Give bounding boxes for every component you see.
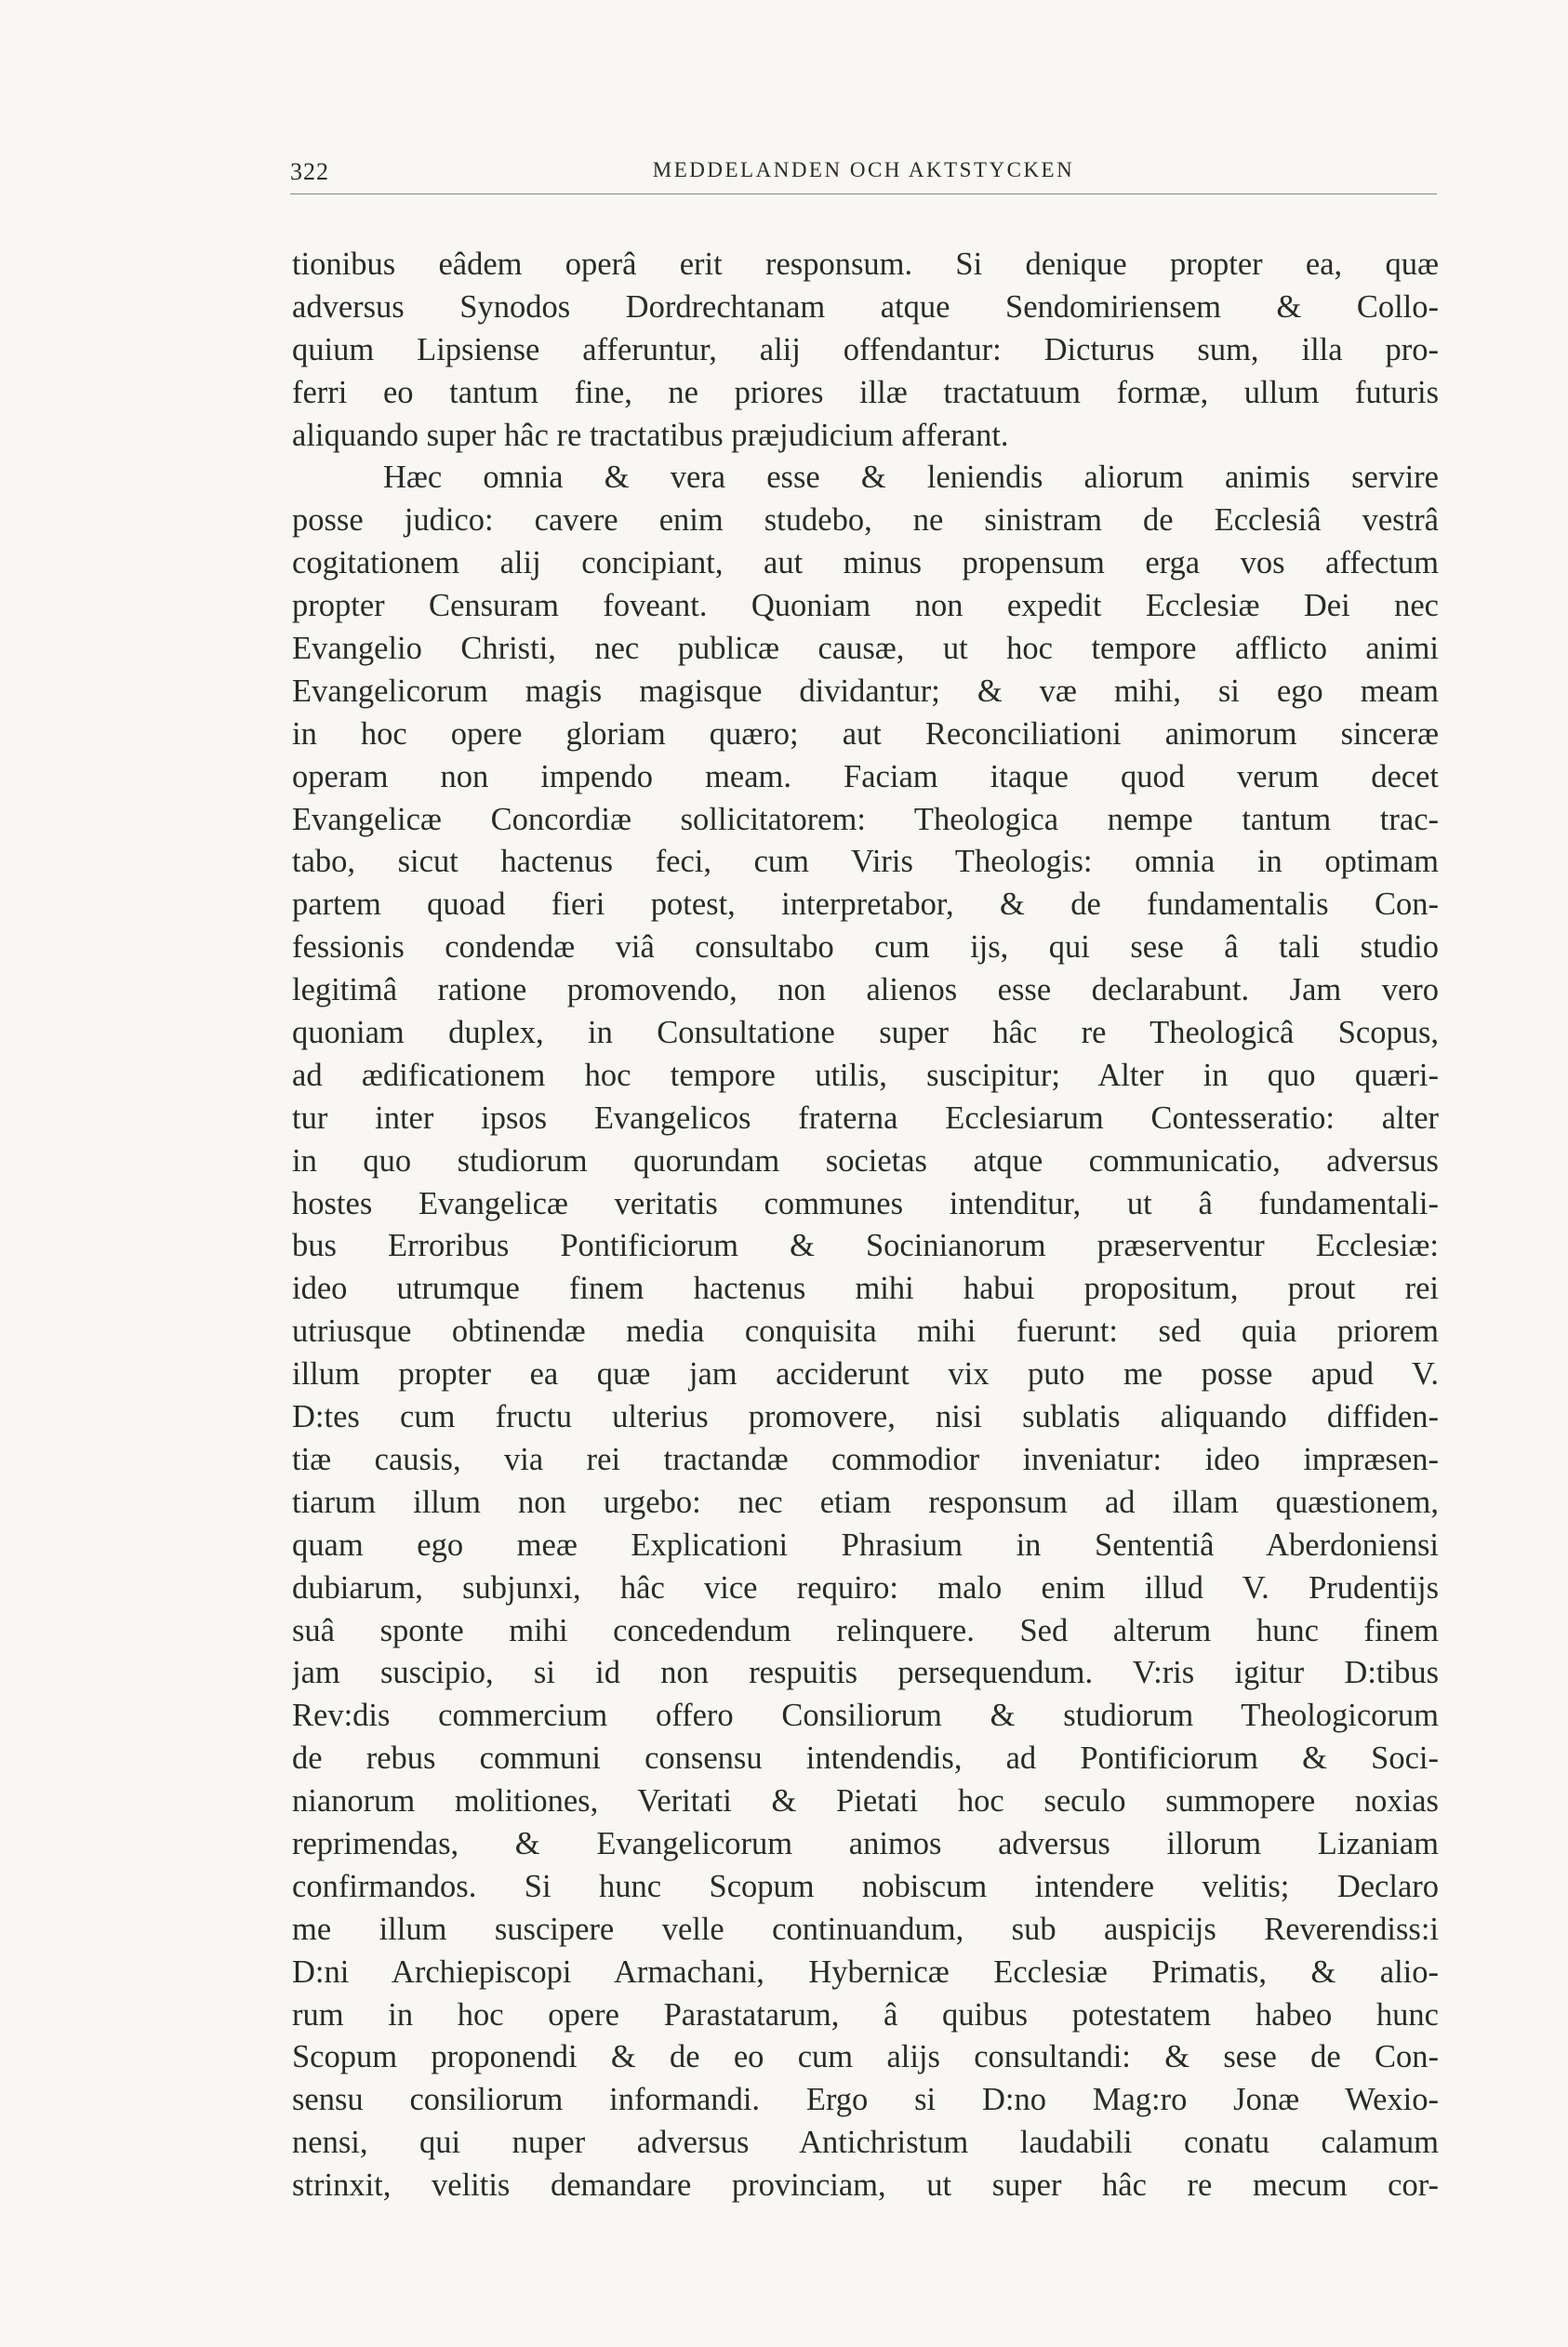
text-line: posse judico: cavere enim studebo, ne sinistram de Ecclesiâ vestrâ <box>292 502 1439 539</box>
header-rule <box>290 193 1437 194</box>
text-line: tiarum illum non urgebo: nec etiam responsum ad illam quæstionem, <box>292 1484 1439 1520</box>
text-line: partem quoad fieri potest, interpretabor, & de fundamentalis Con- <box>292 887 1439 923</box>
text-line: suâ sponte mihi concedendum relinquere. Sed alterum hunc finem <box>292 1612 1439 1648</box>
text-line: D:tes cum fructu ulterius promovere, nisi sublatis aliquando diffiden- <box>292 1399 1439 1435</box>
text-line: in hoc opere gloriam quæro; aut Reconciliationi animorum sinceræ <box>292 715 1439 752</box>
text-line: tiæ causis, via rei tractandæ commodior inveniatur: ideo impræsen- <box>292 1441 1439 1477</box>
running-head: MEDDELANDEN OCH AKTSTYCKEN <box>652 158 1075 181</box>
text-line: propter Censuram foveant. Quoniam non expedit Ecclesiæ Dei nec <box>292 588 1439 624</box>
text-line: adversus Synodos Dordrechtanam atque Sendomiriensem & Collo- <box>292 288 1439 325</box>
page-number: 322 <box>290 158 329 185</box>
text-line: aliquando super hâc re tractatibus præjudicium afferant. <box>292 417 1009 453</box>
text-line: Evangelicorum magis magisque dividantur; & væ mihi, si ego meam <box>292 673 1439 709</box>
text-line: nianorum molitiones, Veritati & Pietati hoc seculo summopere noxias <box>292 1783 1439 1820</box>
text-line: quium Lipsiense afferuntur, alij offendantur: Dicturus sum, illa pro- <box>292 331 1439 367</box>
text-line: fessionis condendæ viâ consultabo cum ijs, qui sese â tali studio <box>292 929 1439 966</box>
text-line: jam suscipio, si id non respuitis persequendum. V:ris igitur D:tibus <box>292 1655 1439 1691</box>
text-line: in quo studiorum quorundam societas atque communicatio, adversus <box>292 1142 1439 1179</box>
text-line: de rebus communi consensu intendendis, ad Pontificiorum & Soci- <box>292 1740 1439 1777</box>
text-line: Scopum proponendi & de eo cum alijs consultandi: & sese de Con- <box>292 2039 1439 2075</box>
page-header <box>290 153 1437 193</box>
body-text <box>292 244 1439 2207</box>
text-line: Evangelio Christi, nec publicæ causæ, ut hoc tempore afflicto animi <box>292 631 1439 667</box>
text-line: quam ego meæ Explicationi Phrasium in Sententiâ Aberdoniensi <box>292 1527 1439 1563</box>
text-line: sensu consiliorum informandi. Ergo si D:no Mag:ro Jonæ Wexio- <box>292 2082 1439 2118</box>
text-line: nensi, qui nuper adversus Antichristum laudabili conatu calamum <box>292 2125 1439 2161</box>
text-line: ideo utrumque finem hactenus mihi habui propositum, prout rei <box>292 1271 1439 1307</box>
text-line: utriusque obtinendæ media conquisita mihi fuerunt: sed quia priorem <box>292 1314 1439 1350</box>
text-line: Evangelicæ Concordiæ sollicitatorem: Theologica nempe tantum trac- <box>292 801 1439 837</box>
text-line: rum in hoc opere Parastatarum, â quibus potestatem habeo hunc <box>292 1996 1439 2033</box>
text-line: Rev:dis commercium offero Consiliorum & studiorum Theologicorum <box>292 1698 1439 1734</box>
text-line: tur inter ipsos Evangelicos fraterna Ecclesiarum Contesseratio: alter <box>292 1100 1439 1136</box>
text-line: illum propter ea quæ jam acciderunt vix puto me posse apud V. <box>292 1356 1439 1393</box>
text-line: tabo, sicut hactenus feci, cum Viris Theologis: omnia in optimam <box>292 844 1439 880</box>
text-line: confirmandos. Si hunc Scopum nobiscum intendere velitis; Declaro <box>292 1868 1439 1904</box>
text-line: cogitationem alij concipiant, aut minus propensum erga vos affectum <box>292 545 1439 581</box>
text-line: ferri eo tantum fine, ne priores illæ tractatuum formæ, ullum futuris <box>292 374 1439 410</box>
text-line: strinxit, velitis demandare provinciam, ut super hâc re mecum cor- <box>292 2167 1439 2204</box>
text-line: ad ædificationem hoc tempore utilis, suscipitur; Alter in quo quæri- <box>292 1057 1439 1093</box>
text-line: reprimendas, & Evangelicorum animos adversus illorum Lizaniam <box>292 1825 1439 1861</box>
text-line: quoniam duplex, in Consultatione super hâc re Theologicâ Scopus, <box>292 1015 1439 1051</box>
text-line: tionibus eâdem operâ erit responsum. Si denique propter ea, quæ <box>292 247 1439 282</box>
text-line: me illum suscipere velle continuandum, sub auspicijs Reverendiss:i <box>292 1911 1439 1947</box>
text-line: hostes Evangelicæ veritatis communes intenditur, ut â fundamentali- <box>292 1185 1439 1221</box>
text-line: D:ni Archiepiscopi Armachani, Hybernicæ Ecclesiæ Primatis, & alio- <box>292 1954 1439 1990</box>
text-line: dubiarum, subjunxi, hâc vice requiro: malo enim illud V. Prudentijs <box>292 1569 1439 1606</box>
text-line: Hæc omnia & vera esse & leniendis aliorum animis servire <box>383 460 1439 496</box>
text-line: legitimâ ratione promovendo, non alienos esse declarabunt. Jam vero <box>292 972 1439 1008</box>
text-line: operam non impendo meam. Faciam itaque quod verum decet <box>292 758 1439 794</box>
text-line: bus Erroribus Pontificiorum & Socinianorum præserventur Ecclesiæ: <box>292 1228 1439 1264</box>
